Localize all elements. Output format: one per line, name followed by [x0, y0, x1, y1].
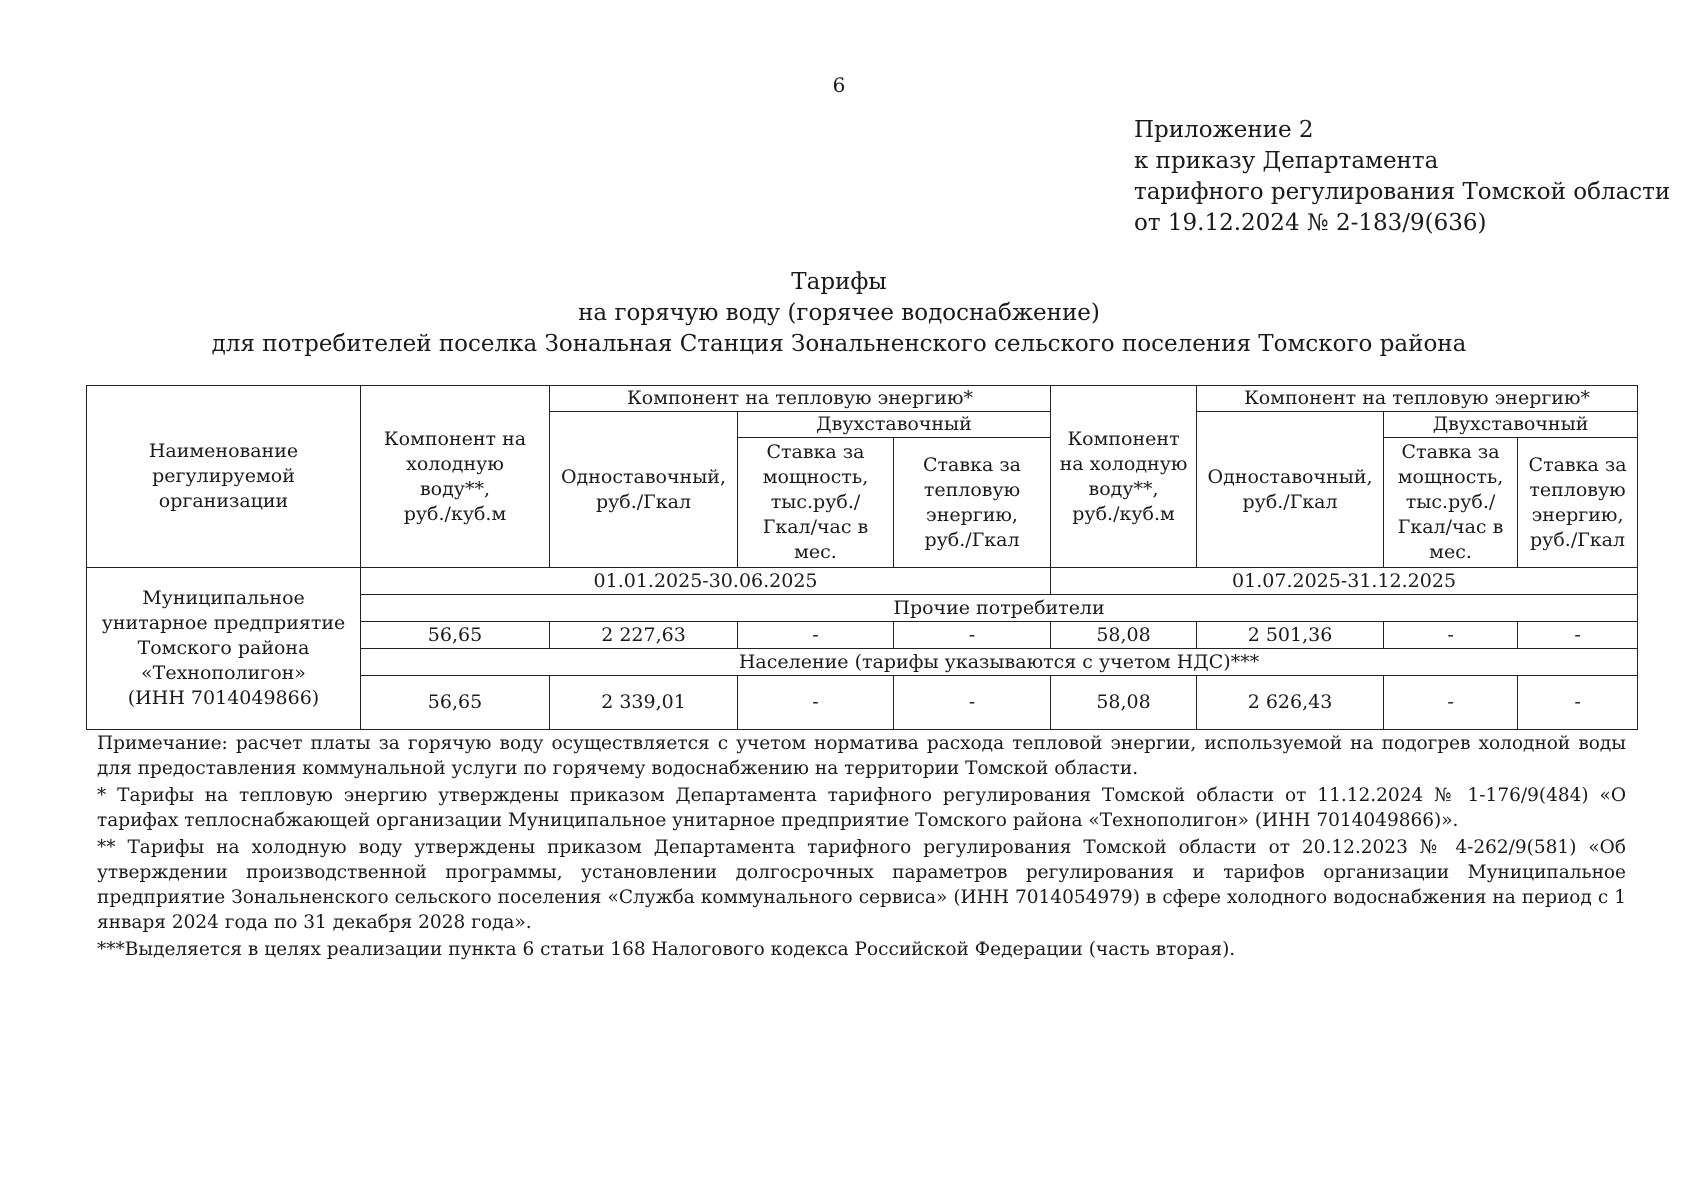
note-vat: ***Выделяется в целях реализации пункта 6 статьи 168 Налогового кодекса Российской Федерации (часть вторая). — [97, 939, 1236, 960]
note-heat-tariff: * Тарифы на тепловую энергию утверждены приказом Департамента тарифного регулирования Томской области от 11.12.2024 № 1-176/9(484) «О тарифах теплоснабжающей организации Муниципальное унитарное предприятие Томского района «Технополигон» (ИНН 7014049866)». — [97, 785, 1626, 831]
header-two-rate-2: Двухставочный — [1384, 412, 1638, 438]
appendix-block — [1134, 115, 1670, 239]
table-cell: 56,65 — [361, 676, 550, 730]
document-title — [0, 267, 1678, 360]
table-cell: 58,08 — [1051, 622, 1197, 649]
period-1: 01.01.2025-30.06.2025 — [361, 568, 1051, 595]
table-cell: - — [894, 676, 1051, 730]
table-cell: 2 501,36 — [1197, 622, 1384, 649]
header-heat-component-2: Компонент на тепловую энергию* — [1197, 386, 1638, 412]
group-other-consumers: Прочие потребители — [361, 595, 1638, 622]
note-general: Примечание: расчет платы за горячую воду осуществляется с учетом норматива расхода тепловой энергии, используемой на подогрев холодной воды для предоставления коммунальной услуги по горячему водоснабжению на территории Томской области. — [97, 733, 1626, 779]
header-cold-water-2: Компонент на холодную воду**, руб./куб.м — [1051, 386, 1197, 568]
table-cell: 2 626,43 — [1197, 676, 1384, 730]
header-energy-rate-2: Ставка за тепловую энергию, руб./Гкал — [1518, 438, 1638, 568]
table-cell: 2 227,63 — [550, 622, 738, 649]
period-2: 01.07.2025-31.12.2025 — [1051, 568, 1638, 595]
tariff-table — [86, 385, 1638, 730]
notes-block — [97, 731, 1626, 964]
appendix-line: к приказу Департамента — [1134, 148, 1439, 174]
table-cell: - — [1518, 676, 1638, 730]
table-cell: 56,65 — [361, 622, 550, 649]
header-capacity-rate-2: Ставка за мощность, тыс.руб./ Гкал/час в мес. — [1384, 438, 1518, 568]
table-cell: 58,08 — [1051, 676, 1197, 730]
header-single-rate-1: Одноставочный, руб./Гкал — [550, 412, 738, 568]
table-cell: - — [1518, 622, 1638, 649]
appendix-line: тарифного регулирования Томской области — [1134, 179, 1671, 205]
header-single-rate-2: Одноставочный, руб./Гкал — [1197, 412, 1384, 568]
group-population: Население (тарифы указываются с учетом НДС)*** — [361, 649, 1638, 676]
table-cell: - — [1384, 676, 1518, 730]
header-two-rate-1: Двухставочный — [738, 412, 1051, 438]
appendix-line: от 19.12.2024 № 2-183/9(636) — [1134, 210, 1487, 236]
header-heat-component-1: Компонент на тепловую энергию* — [550, 386, 1051, 412]
header-org-name: Наименование регулируемой организации — [87, 386, 361, 568]
header-capacity-rate-1: Ставка за мощность, тыс.руб./ Гкал/час в мес. — [738, 438, 894, 568]
title-line: на горячую воду (горячее водоснабжение) — [578, 300, 1100, 326]
organization-name: Муниципальное унитарное предприятие Томского района «Технополигон» (ИНН 7014049866) — [87, 568, 361, 730]
appendix-line: Приложение 2 — [1134, 117, 1314, 143]
table-cell: - — [738, 676, 894, 730]
note-cold-water-tariff: ** Тарифы на холодную воду утверждены приказом Департамента тарифного регулирования Томской области от 20.12.2023 № 4-262/9(581) «Об утверждении производственной программы, установлении долгосрочных параметров регулирования и тарифов организации Муниципальное предприятие Зональненского сельского поселения «Служба коммунального сервиса» (ИНН 7014054979) в сфере холодного водоснабжения на период с 1 января 2024 года по 31 декабря 2028 года». — [97, 837, 1626, 933]
table-cell: - — [894, 622, 1051, 649]
table-cell: - — [1384, 622, 1518, 649]
table-cell: - — [738, 622, 894, 649]
title-line: для потребителей поселка Зональная Станция Зональненского сельского поселения Томского района — [211, 331, 1467, 357]
table-cell: 2 339,01 — [550, 676, 738, 730]
header-cold-water-1: Компонент на холодную воду**, руб./куб.м — [361, 386, 550, 568]
title-line: Тарифы — [791, 269, 887, 295]
page-number: 6 — [832, 73, 846, 97]
header-energy-rate-1: Ставка за тепловую энергию, руб./Гкал — [894, 438, 1051, 568]
